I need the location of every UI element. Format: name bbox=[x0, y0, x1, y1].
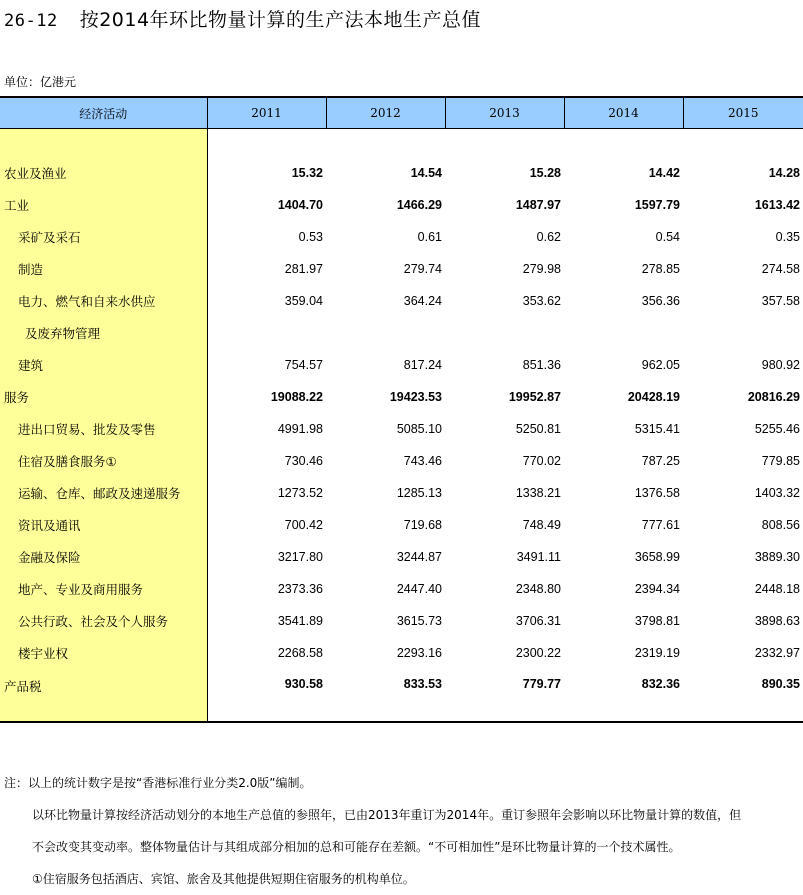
table-cell: 777.61 bbox=[641, 518, 680, 532]
table-cell: 748.49 bbox=[522, 518, 561, 532]
table-row bbox=[0, 189, 803, 221]
table-cell: 19952.87 bbox=[508, 390, 561, 404]
footnote-source: 注：以上的统计数字是按“香港标准行业分类2.0版”编制。 bbox=[4, 776, 312, 790]
table-cell: 779.85 bbox=[761, 454, 800, 468]
page-title bbox=[4, 5, 481, 32]
table-row bbox=[0, 381, 803, 413]
table-cell: 770.02 bbox=[522, 454, 561, 468]
table-cell: 5255.46 bbox=[754, 422, 800, 436]
table-row bbox=[0, 157, 803, 189]
table-cell bbox=[445, 317, 564, 349]
table-cell: 980.92 bbox=[761, 358, 800, 372]
table-cell: 364.24 bbox=[403, 294, 442, 308]
table-cell: 356.36 bbox=[641, 294, 680, 308]
table-row bbox=[0, 221, 803, 253]
table-row bbox=[0, 445, 803, 477]
table-cell: 3244.87 bbox=[396, 550, 442, 564]
table-cell: 3217.80 bbox=[277, 550, 323, 564]
column-header-2014: 2014 bbox=[564, 97, 683, 129]
table-cell bbox=[564, 317, 683, 349]
table-cell: 1466.29 bbox=[396, 198, 442, 212]
table-cell: 3889.30 bbox=[754, 550, 800, 564]
column-header-2013: 2013 bbox=[445, 97, 564, 129]
table-cell: 3898.63 bbox=[754, 614, 800, 628]
table-cell: 1403.32 bbox=[754, 486, 800, 500]
table-cell: 2394.34 bbox=[634, 582, 680, 596]
table-cell: 0.35 bbox=[775, 230, 800, 244]
table-cell: 278.85 bbox=[641, 262, 680, 276]
row-label: 产品税 bbox=[0, 669, 207, 722]
table-number: 26-12 bbox=[4, 11, 58, 31]
column-header-activity: 经济活动 bbox=[0, 97, 207, 129]
table-cell: 279.98 bbox=[522, 262, 561, 276]
table-cell: 962.05 bbox=[641, 358, 680, 372]
table-row bbox=[0, 541, 803, 573]
table-header-row bbox=[0, 97, 803, 129]
table-row bbox=[0, 285, 803, 317]
row-label: 进出口贸易、批发及零售 bbox=[0, 413, 207, 445]
table-cell: 19423.53 bbox=[389, 390, 442, 404]
table-cell: 3658.99 bbox=[634, 550, 680, 564]
row-label: 地产、专业及商用服务 bbox=[0, 573, 207, 605]
table-cell: 1404.70 bbox=[277, 198, 323, 212]
table-cell: 1597.79 bbox=[634, 198, 680, 212]
table-cell: 2373.36 bbox=[277, 582, 323, 596]
table-cell: 2300.22 bbox=[515, 646, 561, 660]
row-label: 建筑 bbox=[0, 349, 207, 381]
row-label: 金融及保险 bbox=[0, 541, 207, 573]
footnote-accommodation: ①住宿服务包括酒店、宾馆、旅舍及其他提供短期住宿服务的机构单位。 bbox=[32, 872, 415, 886]
row-label: 制造 bbox=[0, 253, 207, 285]
table-cell: 2293.16 bbox=[396, 646, 442, 660]
table-cell: 1285.13 bbox=[396, 486, 442, 500]
table-cell: 1376.58 bbox=[634, 486, 680, 500]
table-title: 按2014年环比物量计算的生产法本地生产总值 bbox=[79, 9, 482, 31]
table-cell: 3541.89 bbox=[277, 614, 323, 628]
table-cell: 359.04 bbox=[284, 294, 323, 308]
table-cell: 281.97 bbox=[284, 262, 323, 276]
table-row bbox=[0, 317, 803, 349]
column-header-2015: 2015 bbox=[683, 97, 803, 129]
table-cell: 930.58 bbox=[207, 669, 326, 722]
row-label: 采矿及采石 bbox=[0, 221, 207, 253]
table-row bbox=[0, 637, 803, 669]
table-cell: 832.36 bbox=[564, 669, 683, 722]
footnote-reference-year: 以环比物量计算按经济活动划分的本地生产总值的参照年，已由2013年重订为2014年。重订参照年会影响以环比物量计算的数值，但 bbox=[32, 808, 742, 822]
table-cell: 15.28 bbox=[529, 166, 561, 180]
table-row bbox=[0, 573, 803, 605]
gdp-table bbox=[0, 96, 803, 723]
column-header-2011: 2011 bbox=[207, 97, 326, 129]
table-cell: 719.68 bbox=[403, 518, 442, 532]
column-header-2012: 2012 bbox=[326, 97, 445, 129]
table-cell: 3615.73 bbox=[396, 614, 442, 628]
table-cell: 5315.41 bbox=[634, 422, 680, 436]
table-cell bbox=[207, 317, 326, 349]
table-cell: 1487.97 bbox=[515, 198, 561, 212]
row-label: 住宿及膳食服务① bbox=[0, 445, 207, 477]
table-cell: 20816.29 bbox=[747, 390, 800, 404]
table-cell: 2332.97 bbox=[754, 646, 800, 660]
table-cell: 2447.40 bbox=[396, 582, 442, 596]
table-row bbox=[0, 509, 803, 541]
table-cell: 779.77 bbox=[445, 669, 564, 722]
table-cell: 3706.31 bbox=[515, 614, 561, 628]
table-cell: 279.74 bbox=[403, 262, 442, 276]
table-cell: 2319.19 bbox=[634, 646, 680, 660]
row-label: 及废弃物管理 bbox=[0, 317, 207, 349]
table-cell: 0.53 bbox=[298, 230, 323, 244]
table-row bbox=[0, 349, 803, 381]
table-cell: 1338.21 bbox=[515, 486, 561, 500]
table-cell: 5250.81 bbox=[515, 422, 561, 436]
unit-label: 单位：亿港元 bbox=[4, 75, 77, 89]
row-label: 农业及渔业 bbox=[0, 157, 207, 189]
table-row bbox=[0, 413, 803, 445]
table-cell bbox=[683, 317, 803, 349]
table-cell: 787.25 bbox=[641, 454, 680, 468]
row-label: 公共行政、社会及个人服务 bbox=[0, 605, 207, 637]
footnote-additivity: 不会改变其变动率。整体物量估计与其组成部分相加的总和可能存在差额。“不可相加性”是环比物量计算的一个技术属性。 bbox=[32, 840, 681, 854]
table-cell: 3798.81 bbox=[634, 614, 680, 628]
table-cell: 353.62 bbox=[522, 294, 561, 308]
table-cell: 20428.19 bbox=[627, 390, 680, 404]
table-cell: 14.42 bbox=[648, 166, 680, 180]
table-cell: 0.54 bbox=[655, 230, 680, 244]
table-cell: 730.46 bbox=[284, 454, 323, 468]
table-cell: 743.46 bbox=[403, 454, 442, 468]
row-label: 楼宇业权 bbox=[0, 637, 207, 669]
row-label: 工业 bbox=[0, 189, 207, 221]
table-cell: 15.32 bbox=[291, 166, 323, 180]
spacer-row bbox=[0, 129, 803, 158]
table-cell: 2268.58 bbox=[277, 646, 323, 660]
table-cell: 4991.98 bbox=[277, 422, 323, 436]
table-cell: 14.54 bbox=[410, 166, 442, 180]
table-cell: 851.36 bbox=[522, 358, 561, 372]
table-cell: 274.58 bbox=[761, 262, 800, 276]
table-cell: 890.35 bbox=[683, 669, 803, 722]
table-cell: 2348.80 bbox=[515, 582, 561, 596]
table-cell: 3491.11 bbox=[516, 550, 561, 564]
table-cell: 5085.10 bbox=[396, 422, 442, 436]
table-cell: 19088.22 bbox=[270, 390, 323, 404]
table-row bbox=[0, 605, 803, 637]
table-cell bbox=[326, 317, 445, 349]
table-cell: 0.61 bbox=[417, 230, 442, 244]
table-cell: 833.53 bbox=[326, 669, 445, 722]
table-cell: 754.57 bbox=[284, 358, 323, 372]
table-cell: 700.42 bbox=[284, 518, 323, 532]
table-cell: 808.56 bbox=[761, 518, 800, 532]
table-cell: 357.58 bbox=[761, 294, 800, 308]
row-label: 服务 bbox=[0, 381, 207, 413]
row-label: 电力、燃气和自来水供应 bbox=[0, 285, 207, 317]
table-row bbox=[0, 253, 803, 285]
table-cell: 2448.18 bbox=[754, 582, 800, 596]
row-label: 运输、仓库、邮政及速递服务 bbox=[0, 477, 207, 509]
table-row bbox=[0, 477, 803, 509]
row-label: 资讯及通讯 bbox=[0, 509, 207, 541]
table-cell: 817.24 bbox=[403, 358, 442, 372]
table-cell: 1273.52 bbox=[277, 486, 323, 500]
table-row bbox=[0, 669, 803, 722]
table-cell: 0.62 bbox=[536, 230, 561, 244]
table-cell: 1613.42 bbox=[754, 198, 800, 212]
table-cell: 14.28 bbox=[768, 166, 800, 180]
